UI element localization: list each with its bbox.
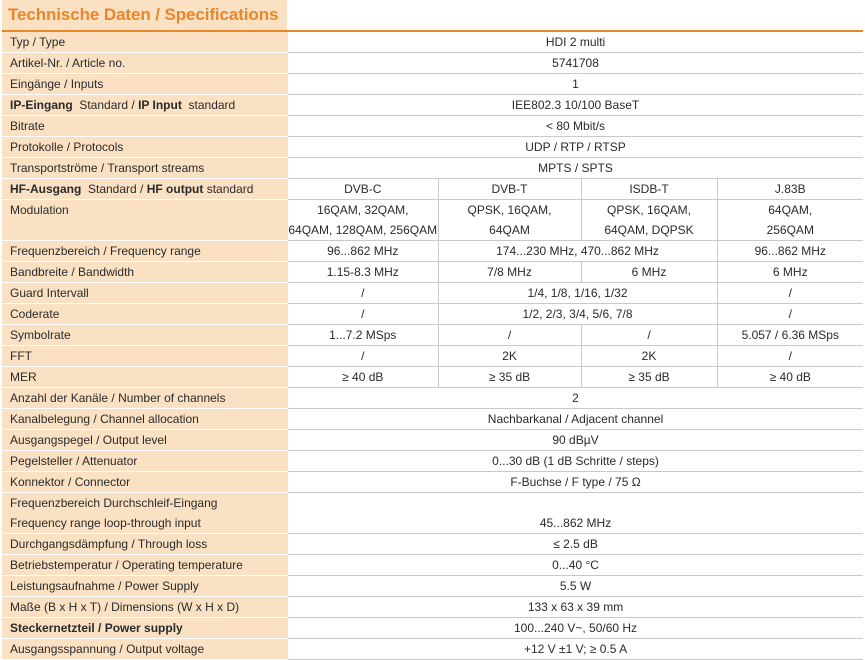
spec-label: Pegelsteller / Attenuator bbox=[2, 451, 288, 472]
standard-dvb-c: DVB-C bbox=[288, 179, 438, 200]
spec-value: 5.057 / 6.36 MSps bbox=[717, 325, 863, 346]
spec-row-fft bbox=[2, 346, 863, 367]
spec-row-channel-allocation bbox=[2, 409, 863, 430]
value-line: 256QAM bbox=[766, 223, 814, 237]
spec-label: Coderate bbox=[2, 304, 288, 325]
spec-value: 1/2, 2/3, 3/4, 5/6, 7/8 bbox=[438, 304, 717, 325]
spec-value: / bbox=[288, 283, 438, 304]
value-line: QPSK, 16QAM, bbox=[606, 203, 692, 217]
value-line: QPSK, 16QAM, bbox=[467, 203, 552, 217]
spec-row-transport-streams bbox=[2, 158, 863, 179]
spec-value: / bbox=[717, 283, 863, 304]
spec-value: 1/4, 1/8, 1/16, 1/32 bbox=[438, 283, 717, 304]
label-bold-part: HF-Ausgang bbox=[10, 182, 82, 196]
spec-value: 0...40 °C bbox=[288, 555, 863, 576]
spec-row-dimensions bbox=[2, 597, 863, 618]
spec-label: Betriebstemperatur / Operating temperature bbox=[2, 555, 288, 576]
spec-value bbox=[438, 200, 581, 241]
spec-label: Frequenzbereich / Frequency range bbox=[2, 241, 288, 262]
spec-label: Bitrate bbox=[2, 116, 288, 137]
label-plain-part: Standard / bbox=[88, 182, 144, 196]
spec-value: UDP / RTP / RTSP bbox=[288, 137, 863, 158]
spec-value: / bbox=[581, 325, 717, 346]
standard-j83b: J.83B bbox=[717, 179, 863, 200]
value-line: 64QAM, DQPSK bbox=[604, 223, 694, 237]
label-bold-part: IP-Eingang bbox=[10, 98, 73, 112]
label-plain-part: standard bbox=[188, 98, 236, 112]
spec-label: Protokolle / Protocols bbox=[2, 137, 288, 158]
spec-value: MPTS / SPTS bbox=[288, 158, 863, 179]
spec-row-loop-through bbox=[2, 493, 863, 534]
spec-row-frequency-range bbox=[2, 241, 863, 262]
spec-label bbox=[2, 95, 288, 116]
spec-row-power-consumption bbox=[2, 576, 863, 597]
spec-row-output-voltage bbox=[2, 639, 863, 660]
spec-value: HDI 2 multi bbox=[288, 32, 863, 53]
spec-row-power-supply bbox=[2, 618, 863, 639]
spec-value: F-Buchse / F type / 75 Ω bbox=[288, 472, 863, 493]
spec-value: ≤ 2.5 dB bbox=[288, 534, 863, 555]
standard-isdb-t: ISDB-T bbox=[581, 179, 717, 200]
spec-label bbox=[2, 179, 288, 200]
spec-label bbox=[2, 493, 288, 534]
spec-row-article-no bbox=[2, 53, 863, 74]
spec-value: ≥ 35 dB bbox=[581, 367, 717, 388]
spec-value: 6 MHz bbox=[717, 262, 863, 283]
spec-row-symbolrate bbox=[2, 325, 863, 346]
spec-value: IEE802.3 10/100 BaseT bbox=[288, 95, 863, 116]
spec-label: Symbolrate bbox=[2, 325, 288, 346]
spec-value bbox=[717, 200, 863, 241]
spec-value: ≥ 35 dB bbox=[438, 367, 581, 388]
spec-row-coderate bbox=[2, 304, 863, 325]
spec-label: Typ / Type bbox=[2, 32, 288, 53]
spec-label: Transportströme / Transport streams bbox=[2, 158, 288, 179]
spec-value: 96...862 MHz bbox=[288, 241, 438, 262]
spec-row-bitrate bbox=[2, 116, 863, 137]
spec-value: Nachbarkanal / Adjacent channel bbox=[288, 409, 863, 430]
value-line: 64QAM bbox=[489, 223, 530, 237]
page-title: Technische Daten / Specifications bbox=[8, 5, 279, 24]
spec-label: Modulation bbox=[2, 200, 288, 241]
spec-value: / bbox=[288, 346, 438, 367]
spec-value: 1 bbox=[288, 74, 863, 95]
spec-value: / bbox=[717, 346, 863, 367]
spec-value: 1...7.2 MSps bbox=[288, 325, 438, 346]
spec-row-inputs bbox=[2, 74, 863, 95]
value-line: 64QAM, 128QAM, 256QAM bbox=[288, 223, 438, 237]
spec-label: Maße (B x H x T) / Dimensions (W x H x D) bbox=[2, 597, 288, 618]
spec-value: 0...30 dB (1 dB Schritte / steps) bbox=[288, 451, 863, 472]
spec-value: / bbox=[288, 304, 438, 325]
label-bold-part: IP Input bbox=[138, 98, 182, 112]
spec-value: / bbox=[717, 304, 863, 325]
value-line: 16QAM, 32QAM, bbox=[317, 203, 409, 217]
spec-value: ≥ 40 dB bbox=[717, 367, 863, 388]
spec-table bbox=[2, 32, 863, 660]
spec-label: Durchgangsdämpfung / Through loss bbox=[2, 534, 288, 555]
spec-row-hf-output bbox=[2, 179, 863, 200]
spec-row-type bbox=[2, 32, 863, 53]
spec-value: 133 x 63 x 39 mm bbox=[288, 597, 863, 618]
spec-row-ip-input bbox=[2, 95, 863, 116]
spec-value: 174...230 MHz, 470...862 MHz bbox=[438, 241, 717, 262]
spec-label: Ausgangsspannung / Output voltage bbox=[2, 639, 288, 660]
spec-value: 90 dBµV bbox=[288, 430, 863, 451]
spec-row-operating-temperature bbox=[2, 555, 863, 576]
standard-dvb-t: DVB-T bbox=[438, 179, 581, 200]
spec-row-protocols bbox=[2, 137, 863, 158]
spec-label: MER bbox=[2, 367, 288, 388]
label-line: Frequenzbereich Durchschleif-Eingang bbox=[10, 496, 218, 510]
spec-label: FFT bbox=[2, 346, 288, 367]
spec-label: Eingänge / Inputs bbox=[2, 74, 288, 95]
spec-value: 1.15-8.3 MHz bbox=[288, 262, 438, 283]
spec-row-guard-interval bbox=[2, 283, 863, 304]
spec-value: 2 bbox=[288, 388, 863, 409]
spec-value: 96...862 MHz bbox=[717, 241, 863, 262]
spec-value: +12 V ±1 V; ≥ 0.5 A bbox=[288, 639, 863, 660]
spec-value: 5741708 bbox=[288, 53, 863, 74]
spec-label: Anzahl der Kanäle / Number of channels bbox=[2, 388, 288, 409]
spec-row-connector bbox=[2, 472, 863, 493]
label-plain-part: standard bbox=[206, 182, 254, 196]
spec-row-channels bbox=[2, 388, 863, 409]
spec-label: Steckernetzteil / Power supply bbox=[2, 618, 288, 639]
label-bold-part: HF output bbox=[146, 182, 204, 196]
spec-label: Ausgangspegel / Output level bbox=[2, 430, 288, 451]
spec-label: Artikel-Nr. / Article no. bbox=[2, 53, 288, 74]
spec-value: 45...862 MHz bbox=[288, 493, 863, 534]
spec-row-mer bbox=[2, 367, 863, 388]
spec-value: 2K bbox=[581, 346, 717, 367]
spec-label: Guard Intervall bbox=[2, 283, 288, 304]
spec-value: 6 MHz bbox=[581, 262, 717, 283]
spec-value: 5.5 W bbox=[288, 576, 863, 597]
spec-value: 7/8 MHz bbox=[438, 262, 581, 283]
spec-value bbox=[288, 200, 438, 241]
spec-row-output-level bbox=[2, 430, 863, 451]
label-line: Frequency range loop-through input bbox=[10, 516, 201, 530]
spec-label: Konnektor / Connector bbox=[2, 472, 288, 493]
spec-value: / bbox=[438, 325, 581, 346]
spec-label: Bandbreite / Bandwidth bbox=[2, 262, 288, 283]
spec-value: 2K bbox=[438, 346, 581, 367]
spec-label: Kanalbelegung / Channel allocation bbox=[2, 409, 288, 430]
value-line: 64QAM, bbox=[768, 203, 813, 217]
spec-row-bandwidth bbox=[2, 262, 863, 283]
label-plain-part: Standard / bbox=[79, 98, 135, 112]
spec-row-attenuator bbox=[2, 451, 863, 472]
spec-value bbox=[581, 200, 717, 241]
spec-value: ≥ 40 dB bbox=[288, 367, 438, 388]
spec-label: Leistungsaufnahme / Power Supply bbox=[2, 576, 288, 597]
spec-row-modulation bbox=[2, 200, 863, 241]
spec-value: < 80 Mbit/s bbox=[288, 116, 863, 137]
spec-value: 100...240 V~, 50/60 Hz bbox=[288, 618, 863, 639]
spec-row-through-loss bbox=[2, 534, 863, 555]
